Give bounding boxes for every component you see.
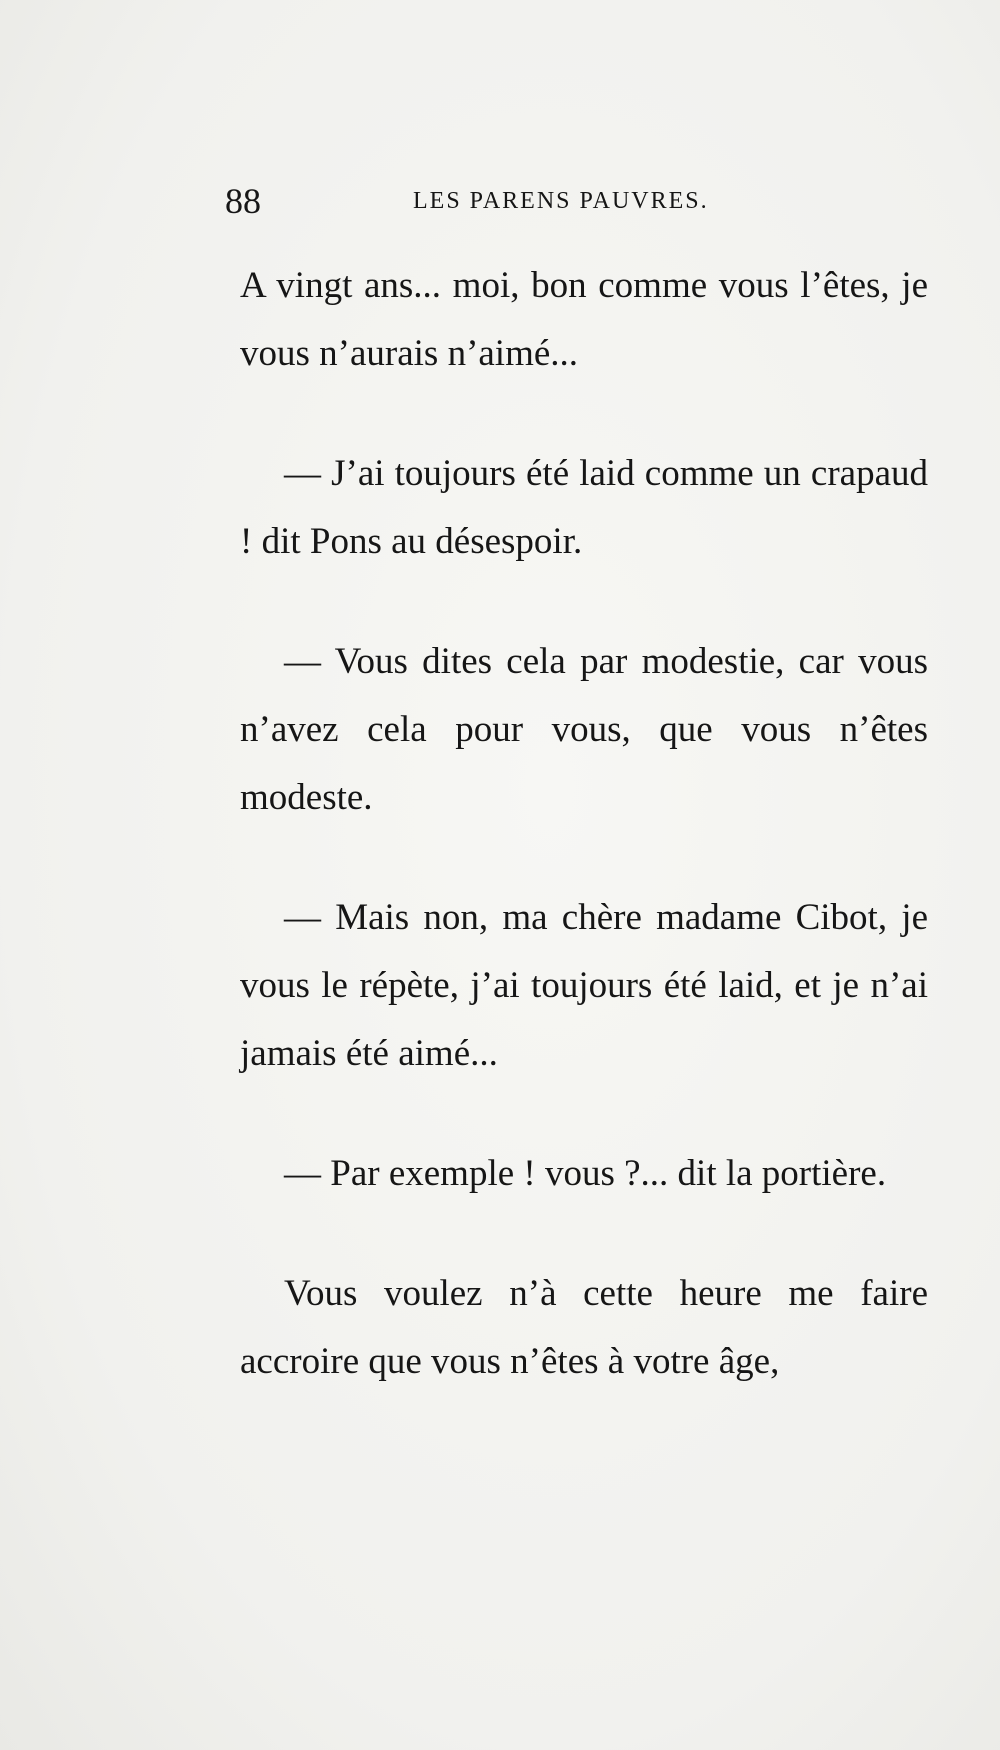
paragraph-5: — Par exemple ! vous ?... dit la portière. xyxy=(284,1153,887,1194)
paragraph-2: — J’ai toujours été laid comme un crapaud ! dit Pons au désespoir. xyxy=(240,453,928,562)
page-header xyxy=(225,180,745,230)
paragraph-4: — Mais non, ma chère madame Cibot, je vous le répète, j’ai toujours été laid, et je n’ai jamais été aimé... xyxy=(240,897,928,1074)
running-title: LES PARENS PAUVRES. xyxy=(413,188,709,214)
paragraph-3: — Vous dites cela par modestie, car vous n’avez cela pour vous, que vous n’êtes modeste. xyxy=(240,641,928,818)
paragraph-6: Vous voulez n’à cette heure me faire accroire que vous n’êtes à votre âge, xyxy=(240,1273,928,1382)
paragraph-1: A vingt ans... moi, bon comme vous l’êtes, je vous n’aurais n’aimé... xyxy=(240,265,928,374)
page-number: 88 xyxy=(225,181,261,221)
body-text xyxy=(240,252,928,1448)
